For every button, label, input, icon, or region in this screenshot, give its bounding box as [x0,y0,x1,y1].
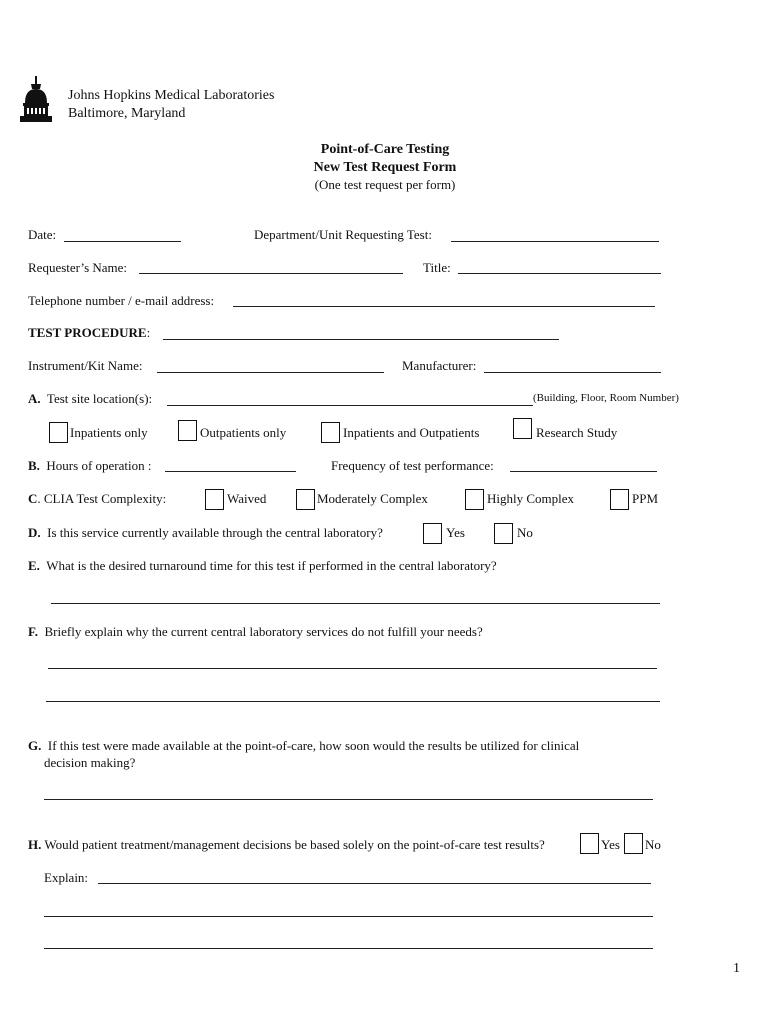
frequency-field[interactable] [510,471,657,472]
test-procedure-field[interactable] [163,339,559,340]
ppm-label: PPM [632,491,659,506]
h-yes-label: Yes [601,837,620,852]
title-field[interactable] [458,273,661,274]
form-title: Point-of-Care Testing [320,142,450,157]
department-label: Department/Unit Requesting Test: [254,227,432,242]
requester-label: Requester’s Name: [28,260,128,275]
manufacturer-label: Manufacturer: [402,358,477,373]
section-f-label: F. Briefly explain why the current central laboratory services do not fulfill your needs? [28,624,483,639]
highly-complex-checkbox[interactable] [465,489,484,510]
turnaround-field[interactable] [51,603,660,604]
research-study-checkbox[interactable] [513,418,532,439]
telephone-field[interactable] [233,306,655,307]
hours-field[interactable] [165,471,296,472]
test-procedure-label: TEST PROCEDURE: [28,325,151,340]
section-h-label: H. Would patient treatment/management decisions be based solely on the point-of-care test results? [28,837,545,852]
instrument-label: Instrument/Kit Name: [28,358,143,373]
outpatients-only-checkbox[interactable] [178,420,197,441]
decision-timing-field[interactable] [44,799,653,800]
section-d-label: D. Is this service currently available through the central laboratory? [28,525,383,540]
telephone-label: Telephone number / e-mail address: [28,293,215,308]
explanation-field-2[interactable] [46,701,660,702]
research-study-label: Research Study [536,425,618,440]
form-note: (One test request per form) [314,177,456,192]
explain-field-3[interactable] [44,948,653,949]
frequency-label: Frequency of test performance: [331,458,494,473]
page-number: 1 [733,961,740,976]
date-field[interactable] [64,241,181,242]
explain-field-2[interactable] [44,916,653,917]
site-location-hint: (Building, Floor, Room Number) [533,392,679,404]
outpatients-only-label: Outpatients only [200,425,287,440]
d-yes-checkbox[interactable] [423,523,442,544]
explain-label: Explain: [44,870,89,885]
moderately-complex-checkbox[interactable] [296,489,315,510]
section-e-label: E. What is the desired turnaround time for this test if performed in the central laboratory? [28,558,497,573]
inpatients-and-outpatients-checkbox[interactable] [321,422,340,443]
manufacturer-field[interactable] [484,372,661,373]
explanation-field-1[interactable] [48,668,657,669]
inpatients-only-checkbox[interactable] [49,422,68,443]
d-no-checkbox[interactable] [494,523,513,544]
section-a-label: A. Test site location(s): [28,391,153,406]
org-city: Baltimore, Maryland [68,106,186,121]
requester-field[interactable] [139,273,403,274]
form-subtitle: New Test Request Form [313,160,457,175]
h-no-checkbox[interactable] [624,833,643,854]
ppm-checkbox[interactable] [610,489,629,510]
inpatients-only-label: Inpatients only [70,425,148,440]
section-b-label: B. Hours of operation : [28,458,152,473]
explain-field-1[interactable] [98,883,651,884]
highly-complex-label: Highly Complex [487,491,575,506]
h-no-label: No [645,837,661,852]
department-field[interactable] [451,241,659,242]
section-c-label: C. CLIA Test Complexity: [28,491,167,506]
dome-building-icon [18,76,54,128]
waived-label: Waived [227,491,267,506]
waived-checkbox[interactable] [205,489,224,510]
d-yes-label: Yes [446,525,465,540]
site-location-field[interactable] [167,405,533,406]
title-label: Title: [423,260,451,275]
inpatients-and-outpatients-label: Inpatients and Outpatients [343,425,480,440]
h-yes-checkbox[interactable] [580,833,599,854]
d-no-label: No [517,525,533,540]
org-name: Johns Hopkins Medical Laboratories [68,88,275,103]
section-g-label-cont: decision making? [44,755,136,770]
section-g-label: G. If this test were made available at the point-of-care, how soon would the results be utilized for clinical [28,738,580,753]
date-label: Date: [28,227,57,242]
instrument-field[interactable] [157,372,384,373]
moderately-complex-label: Moderately Complex [317,491,428,506]
